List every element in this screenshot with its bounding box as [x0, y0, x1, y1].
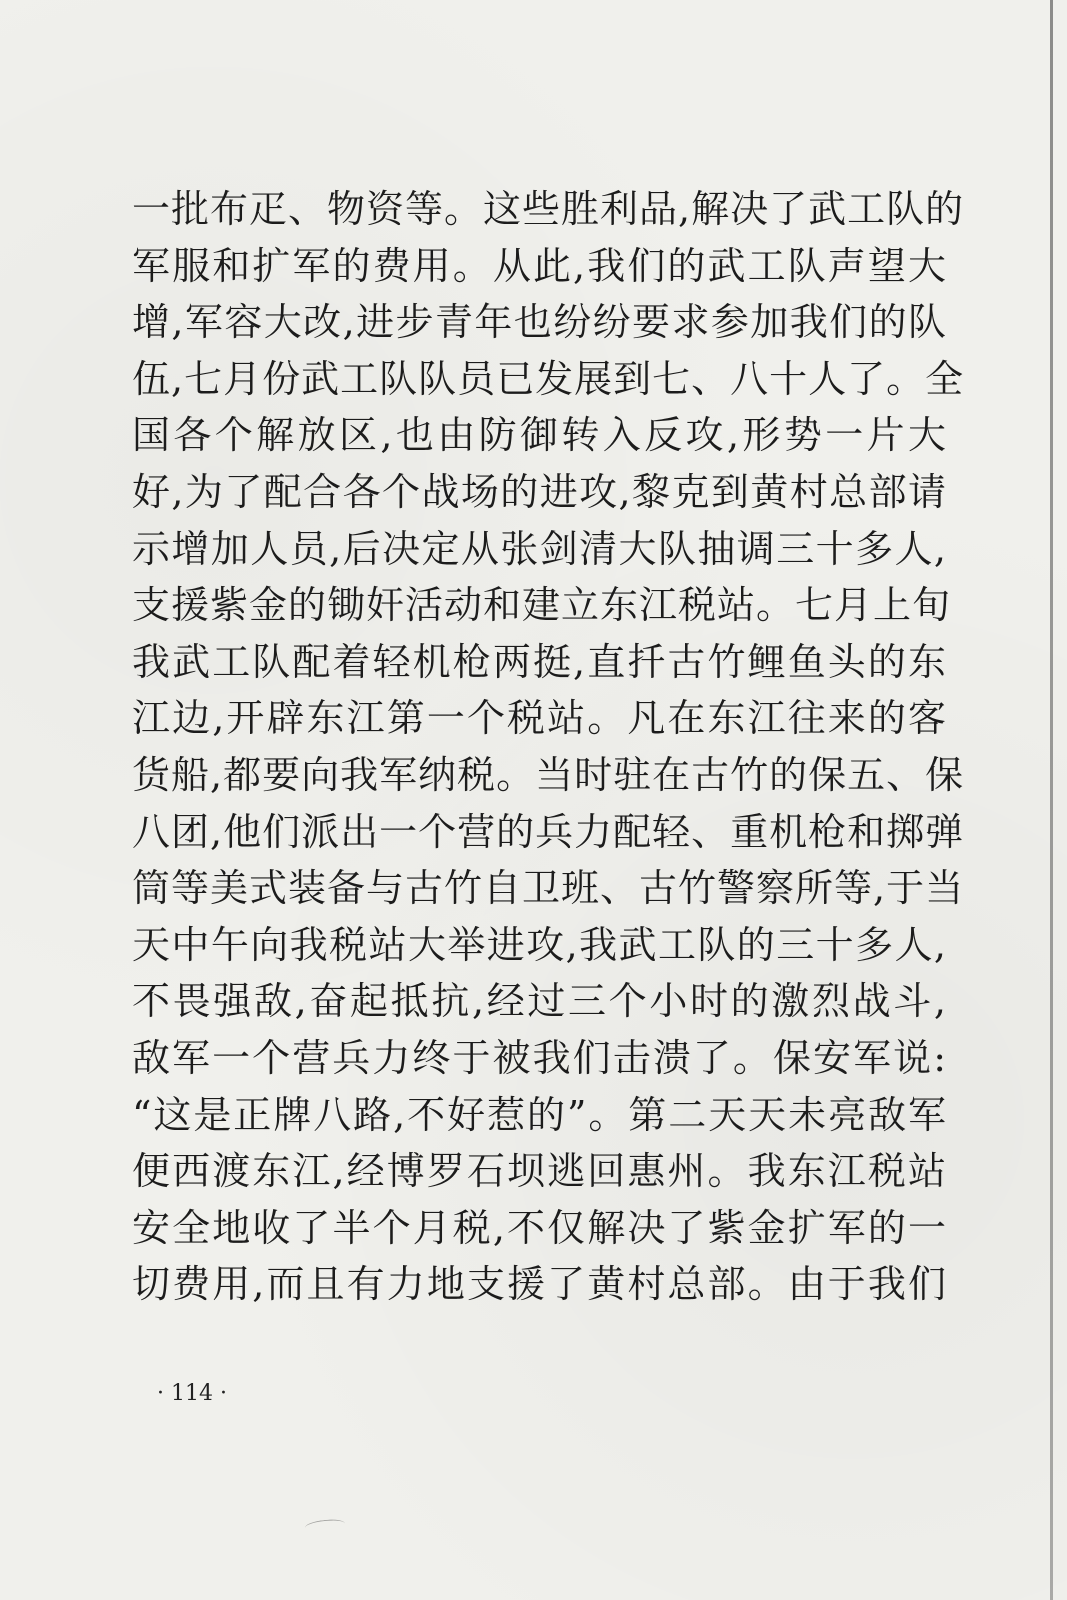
- page-edge-line: [1050, 0, 1053, 1600]
- text-line: 江边,开辟东江第一个税站。凡在东江往来的客: [132, 696, 947, 741]
- page-number: · 114 ·: [157, 1381, 227, 1406]
- text-line: 好,为了配合各个战场的进攻,黎克到黄村总部请: [132, 469, 947, 514]
- text-line: 增,军容大改,进步青年也纷纷要求参加我们的队: [132, 300, 947, 345]
- text-line: 安全地收了半个月税,不仅解决了紫金扩军的一: [132, 1205, 947, 1250]
- text-line: 一批布疋、物资等。这些胜利品,解决了武工队的: [132, 187, 965, 231]
- text-line: 不畏强敌,奋起抵抗,经过三个小时的激烈战斗,: [132, 979, 947, 1024]
- text-line: 国各个解放区,也由防御转入反攻,形势一片大: [132, 413, 947, 458]
- text-line: 伍,七月份武工队队员已发展到七、八十人了。全: [132, 356, 965, 401]
- text-line: 示增加人员,后决定从张剑清大队抽调三十多人,: [132, 526, 947, 571]
- text-line: 支援紫金的锄奸活动和建立东江税站。七月上旬: [132, 583, 952, 628]
- text-line: 天中午向我税站大举进攻,我武工队的三十多人,: [132, 922, 947, 967]
- text-line: 军服和扩军的费用。从此,我们的武工队声望大: [132, 243, 947, 288]
- text-line: 切费用,而且有力地支援了黄村总部。由于我们: [132, 1262, 947, 1307]
- text-line: “这是正牌八路,不好惹的”。第二天天未亮敌军: [132, 1092, 947, 1137]
- text-line: 八团,他们派出一个营的兵力配轻、重机枪和掷弹: [132, 809, 965, 854]
- scan-mark: [305, 1518, 346, 1533]
- body-text: [132, 181, 965, 1313]
- text-line: 我武工队配着轻机枪两挺,直扦古竹鲤鱼头的东: [132, 639, 947, 684]
- text-line: 筒等美式装备与古竹自卫班、古竹警察所等,于当: [132, 866, 965, 911]
- text-line: 便西渡东江,经博罗石坝逃回惠州。我东江税站: [132, 1149, 947, 1194]
- text-line: 货船,都要向我军纳税。当时驻在古竹的保五、保: [132, 752, 965, 797]
- text-line: 敌军一个营兵力终于被我们击溃了。保安军说:: [132, 1035, 947, 1080]
